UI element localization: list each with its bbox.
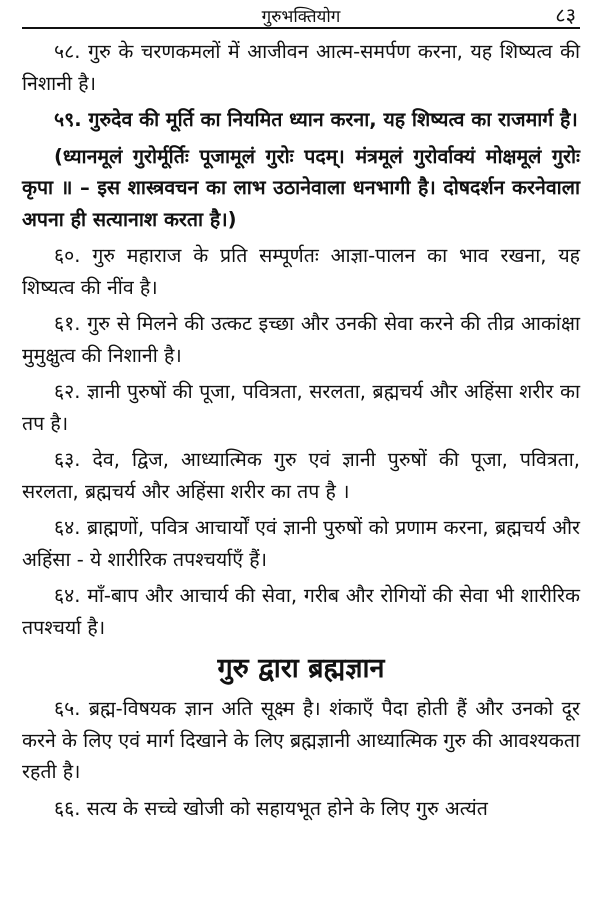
paragraph-61: ६१. गुरु से मिलने की उत्कट इच्छा और उनकी सेवा करने की तीव्र आकांक्षा मुमुक्षुत्व की निशानी है। bbox=[22, 312, 580, 367]
section-heading: गुरु द्वारा ब्रह्मज्ञान bbox=[217, 653, 385, 684]
scripture-quote: (ध्यानमूलं गुरोर्मूर्तिः पूजामूलं गुरोः पदम्। मंत्रमूलं गुरोर्वाक्यं मोक्षमूलं गुरोः कृपा ॥ – इस शास्त्रवचन का लाभ उठानेवाला धनभागी है। दोषदर्शन करनेवाला अपना ही सत्यानाश करता है।) bbox=[22, 144, 580, 231]
header-rule bbox=[22, 27, 580, 29]
paragraph-59: ५९. गुरुदेव की मूर्ति का नियमित ध्यान करना, यह शिष्यत्व का राजमार्ग है। bbox=[54, 108, 578, 131]
paragraph-65: ६५. ब्रह्म-विषयक ज्ञान अति सूक्ष्म है। शंकाएँ पैदा होती हैं और उनको दूर करने के लिए एवं मार्ग दिखाने के लिए ब्रह्मज्ञानी आध्यात्मिक गुरु की आवश्यकता रहती है। bbox=[22, 697, 580, 783]
running-title: गुरुभक्तियोग bbox=[261, 7, 341, 27]
paragraph-58: ५८. गुरु के चरणकमलों में आजीवन आत्म-समर्पण करना, यह शिष्यत्व की निशानी है। bbox=[22, 40, 580, 95]
page-body bbox=[22, 36, 580, 824]
paragraph-64b: ६४. माँ-बाप और आचार्य की सेवा, गरीब और रोगियों की सेवा भी शारीरिक तपश्चर्या है। bbox=[22, 584, 580, 639]
paragraph-64a: ६४. ब्राह्मणों, पवित्र आचार्यों एवं ज्ञानी पुरुषों को प्रणाम करना, ब्रह्मचर्य और अहिंसा - ये शारीरिक तपश्चर्याएँ हैं। bbox=[22, 516, 580, 571]
paragraph-60: ६०. गुरु महाराज के प्रति सम्पूर्णतः आज्ञा-पालन का भाव रखना, यह शिष्यत्व की नींव है। bbox=[22, 244, 580, 299]
paragraph-63: ६३. देव, द्विज, आध्यात्मिक गुरु एवं ज्ञानी पुरुषों की पूजा, पवित्रता, सरलता, ब्रह्मचर्य और अहिंसा शरीर का तप है । bbox=[22, 448, 580, 503]
page-header bbox=[22, 0, 580, 28]
page-number: ८३ bbox=[555, 3, 576, 27]
paragraph-66: ६६. सत्य के सच्चे खोजी को सहायभूत होने के लिए गुरु अत्यंत bbox=[54, 796, 488, 820]
paragraph-62: ६२. ज्ञानी पुरुषों की पूजा, पवित्रता, सरलता, ब्रह्मचर्य और अहिंसा शरीर का तप है। bbox=[22, 380, 580, 435]
